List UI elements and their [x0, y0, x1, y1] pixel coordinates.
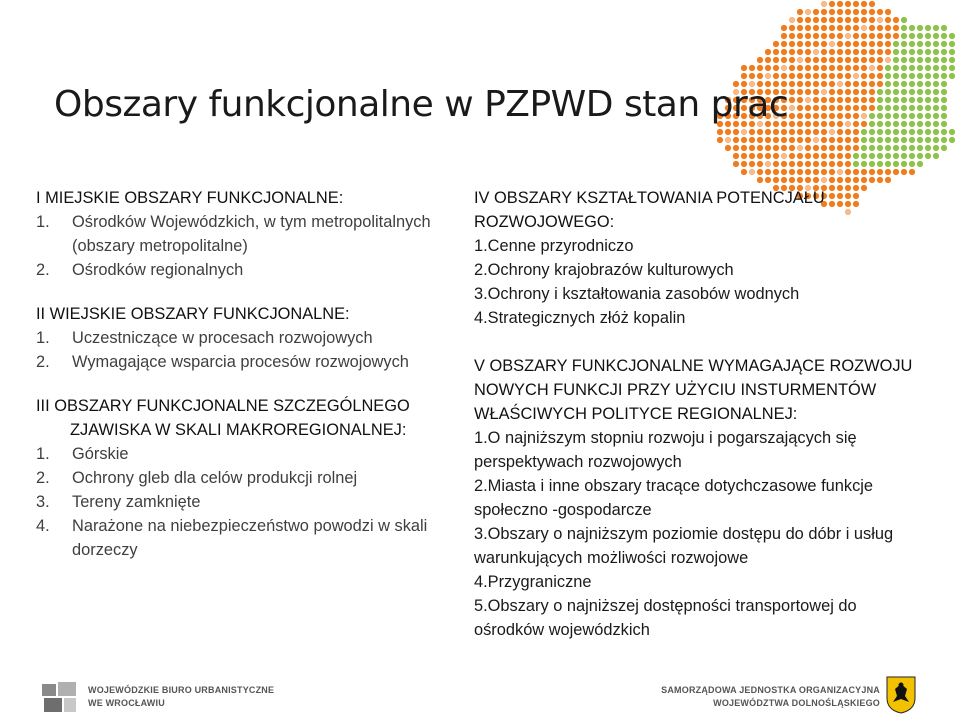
section-heading-line: ZJAWISKA W SKALI MAKROREGIONALNEJ:	[70, 421, 407, 439]
list-item: 2.Ochrony krajobrazów kulturowych	[474, 261, 734, 279]
list-item	[36, 514, 456, 562]
section-heading: V OBSZARY FUNKCJONALNE WYMAGAJĄCE ROZWOJU NOWYCH FUNKCJI PRZY UŻYCIU INSTURMENTÓW WŁAŚCIWYCH POLITYCE REGIONALNEJ:	[474, 357, 913, 423]
list-item: 2.Miasta i inne obszary tracące dotychczasowe funkcje społeczno -gospodarcze	[474, 477, 874, 519]
item-text: Narażone na niebezpieczeństwo powodzi w skali dorzeczy	[72, 517, 428, 559]
list-item	[36, 210, 456, 258]
footer-right-text	[661, 684, 880, 710]
section-heading	[36, 394, 456, 442]
list-item	[36, 326, 456, 350]
list-item: 1.O najniższym stopniu rozwoju i pogarszających się perspektywach rozwojowych	[474, 429, 857, 471]
item-text: Ochrony gleb dla celów produkcji rolnej	[72, 469, 358, 487]
section-heading: II WIEJSKIE OBSZARY FUNKCJONALNE:	[36, 305, 350, 323]
item-text: Ośrodków Wojewódzkich, w tym metropolitalnych (obszary metropolitalne)	[72, 213, 431, 255]
footer-org-type: SAMORZĄDOWA JEDNOSTKA ORGANIZACYJNA	[661, 685, 880, 695]
list-item: 1.Cenne przyrodniczo	[474, 237, 634, 255]
list-item	[36, 490, 456, 514]
item-text: Wymagające wsparcia procesów rozwojowych	[72, 353, 409, 371]
section-heading: I MIEJSKIE OBSZARY FUNKCJONALNE:	[36, 189, 344, 207]
item-text: Górskie	[72, 445, 129, 463]
item-number: 2.	[36, 261, 50, 279]
list-item	[36, 350, 456, 374]
list-item: 3.Ochrony i kształtowania zasobów wodnych	[474, 285, 800, 303]
item-text: Ośrodków regionalnych	[72, 261, 244, 279]
item-text: Tereny zamknięte	[72, 493, 201, 511]
list-item	[36, 466, 456, 490]
item-number: 4.	[36, 517, 50, 535]
list-item: 4.Przygraniczne	[474, 573, 592, 591]
left-column	[36, 186, 456, 562]
item-number: 1.	[36, 445, 50, 463]
list-item: 5.Obszary o najniższej dostępności transportowej do ośrodków wojewódzkich	[474, 597, 857, 639]
section-heading-line: III OBSZARY FUNKCJONALNE SZCZEGÓLNEGO	[36, 397, 410, 415]
item-number: 1.	[36, 329, 50, 347]
item-number: 2.	[36, 353, 50, 371]
item-number: 3.	[36, 493, 50, 511]
item-number: 2.	[36, 469, 50, 487]
bureau-logo-icon	[40, 680, 80, 716]
list-item	[36, 258, 456, 282]
item-number: 1.	[36, 213, 50, 231]
coat-of-arms-icon	[886, 676, 916, 714]
item-text: Uczestniczące w procesach rozwojowych	[72, 329, 373, 347]
list-item: 3.Obszary o najniższym poziomie dostępu do dóbr i usług warunkujących możliwości rozwojowe	[474, 525, 894, 567]
footer-org-city: WE WROCŁAWIU	[88, 698, 165, 708]
list-item: 4.Strategicznych złóż kopalin	[474, 309, 686, 327]
list-item	[36, 442, 456, 466]
slide-title: Obszary funkcjonalne w PZPWD stan prac	[54, 84, 789, 125]
section-heading: IV OBSZARY KSZTAŁTOWANIA POTENCJAŁU ROZWOJOWEGO:	[474, 189, 825, 231]
footer-org-name: WOJEWÓDZKIE BIURO URBANISTYCZNE	[88, 685, 275, 695]
right-column	[474, 186, 924, 642]
footer-org-region: WOJEWÓDZTWA DOLNOŚLĄSKIEGO	[713, 698, 880, 708]
footer-left-text	[88, 684, 274, 710]
